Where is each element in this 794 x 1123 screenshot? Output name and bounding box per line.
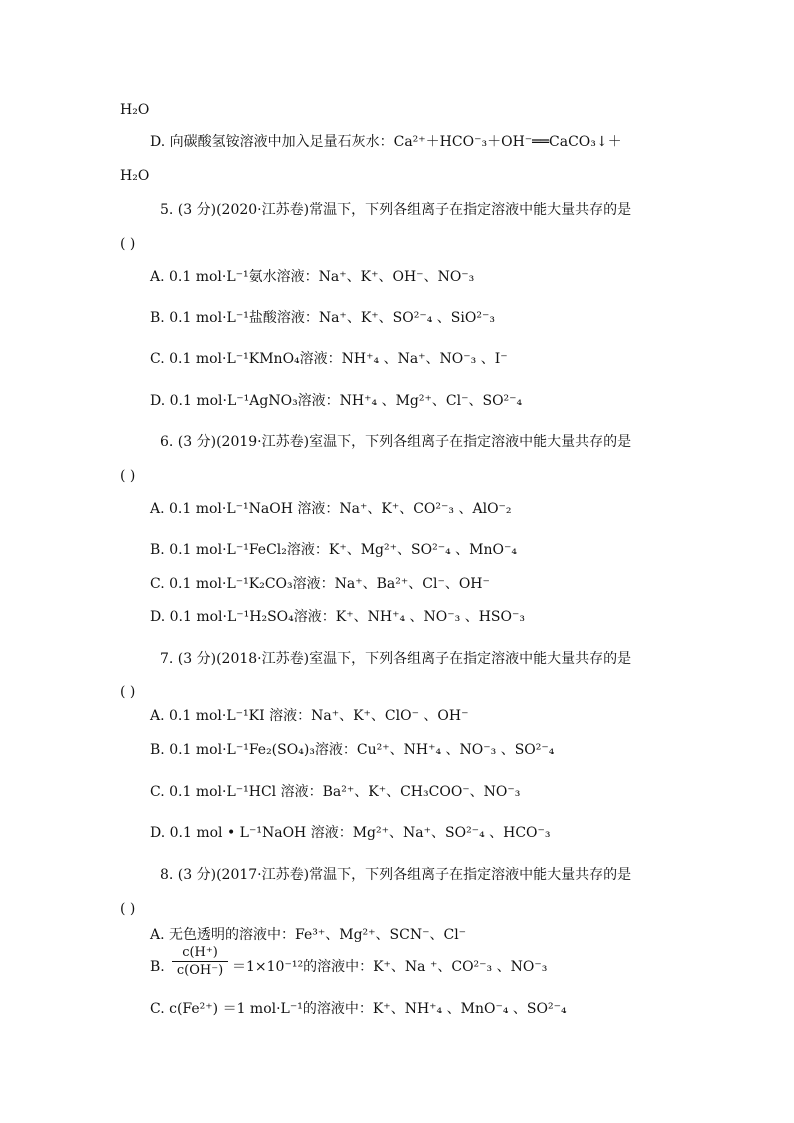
option-6b: B. 0.1 mol·L⁻¹FeCl₂溶液：K⁺、Mg²⁺、SO²⁻₄ 、MnO⁻₄ — [150, 542, 517, 558]
option-8b-text: ＝1×10⁻¹²的溶液中：K⁺、Na ⁺、CO²⁻₃ 、NO⁻₃ — [232, 959, 548, 975]
line-p4d-h2o: H₂O — [120, 168, 150, 184]
fraction-denominator: c(OH⁻) — [176, 963, 224, 978]
question-8-stem: 8. (3 分)(2017·江苏卷)常温下，下列各组离子在指定溶液中能大量共存的是 — [160, 867, 632, 883]
question-7-answer-paren: ( ) — [120, 684, 136, 700]
option-6a: A. 0.1 mol·L⁻¹NaOH 溶液：Na⁺、K⁺、CO²⁻₃ 、AlO⁻₂ — [150, 501, 512, 517]
option-7c: C. 0.1 mol·L⁻¹HCl 溶液：Ba²⁺、K⁺、CH₃COO⁻、NO⁻₃ — [150, 784, 521, 800]
question-5-stem: 5. (3 分)(2020·江苏卷)常温下，下列各组离子在指定溶液中能大量共存的是 — [160, 202, 632, 218]
option-7b: B. 0.1 mol·L⁻¹Fe₂(SO₄)₃溶液：Cu²⁺、NH⁺₄ 、NO⁻₃ 、SO²⁻₄ — [150, 742, 555, 758]
fraction-bar — [172, 961, 228, 962]
option-8b-fraction — [172, 945, 228, 978]
fraction-numerator: c(H⁺) — [182, 945, 218, 960]
option-6c: C. 0.1 mol·L⁻¹K₂CO₃溶液：Na⁺、Ba²⁺、Cl⁻、OH⁻ — [150, 576, 490, 592]
option-7a: A. 0.1 mol·L⁻¹KI 溶液：Na⁺、K⁺、ClO⁻ 、OH⁻ — [150, 708, 469, 724]
option-6d: D. 0.1 mol·L⁻¹H₂SO₄溶液：K⁺、NH⁺₄ 、NO⁻₃ 、HSO⁻₃ — [150, 609, 525, 625]
option-5b: B. 0.1 mol·L⁻¹盐酸溶液：Na⁺、K⁺、SO²⁻₄ 、SiO²⁻₃ — [150, 310, 495, 326]
question-6-stem: 6. (3 分)(2019·江苏卷)室温下，下列各组离子在指定溶液中能大量共存的是 — [160, 434, 632, 450]
question-5-answer-paren: ( ) — [120, 236, 136, 252]
option-8a: A. 无色透明的溶液中：Fe³⁺、Mg²⁺、SCN⁻、Cl⁻ — [150, 927, 467, 943]
option-5a: A. 0.1 mol·L⁻¹氨水溶液：Na⁺、K⁺、OH⁻、NO⁻₃ — [150, 269, 475, 285]
option-4d: D. 向碳酸氢铵溶液中加入足量石灰水：Ca²⁺＋HCO⁻₃＋OH⁻══CaCO₃↓＋ — [150, 134, 622, 150]
question-7-stem: 7. (3 分)(2018·江苏卷)室温下，下列各组离子在指定溶液中能大量共存的是 — [160, 651, 632, 667]
line-p4c-h2o: H₂O — [120, 102, 150, 118]
question-8-answer-paren: ( ) — [120, 901, 136, 917]
option-5c: C. 0.1 mol·L⁻¹KMnO₄溶液：NH⁺₄ 、Na⁺、NO⁻₃ 、I⁻ — [150, 351, 508, 367]
question-6-answer-paren: ( ) — [120, 468, 136, 484]
option-5d: D. 0.1 mol·L⁻¹AgNO₃溶液：NH⁺₄ 、Mg²⁺、Cl⁻、SO²⁻₄ — [150, 393, 523, 409]
option-8b-label: B. — [150, 959, 165, 975]
option-7d: D. 0.1 mol • L⁻¹NaOH 溶液：Mg²⁺、Na⁺、SO²⁻₄ 、HCO⁻₃ — [150, 825, 551, 841]
option-8c: C. c(Fe²⁺) ＝1 mol·L⁻¹的溶液中：K⁺、NH⁺₄ 、MnO⁻₄ 、SO²⁻₄ — [150, 1001, 567, 1017]
